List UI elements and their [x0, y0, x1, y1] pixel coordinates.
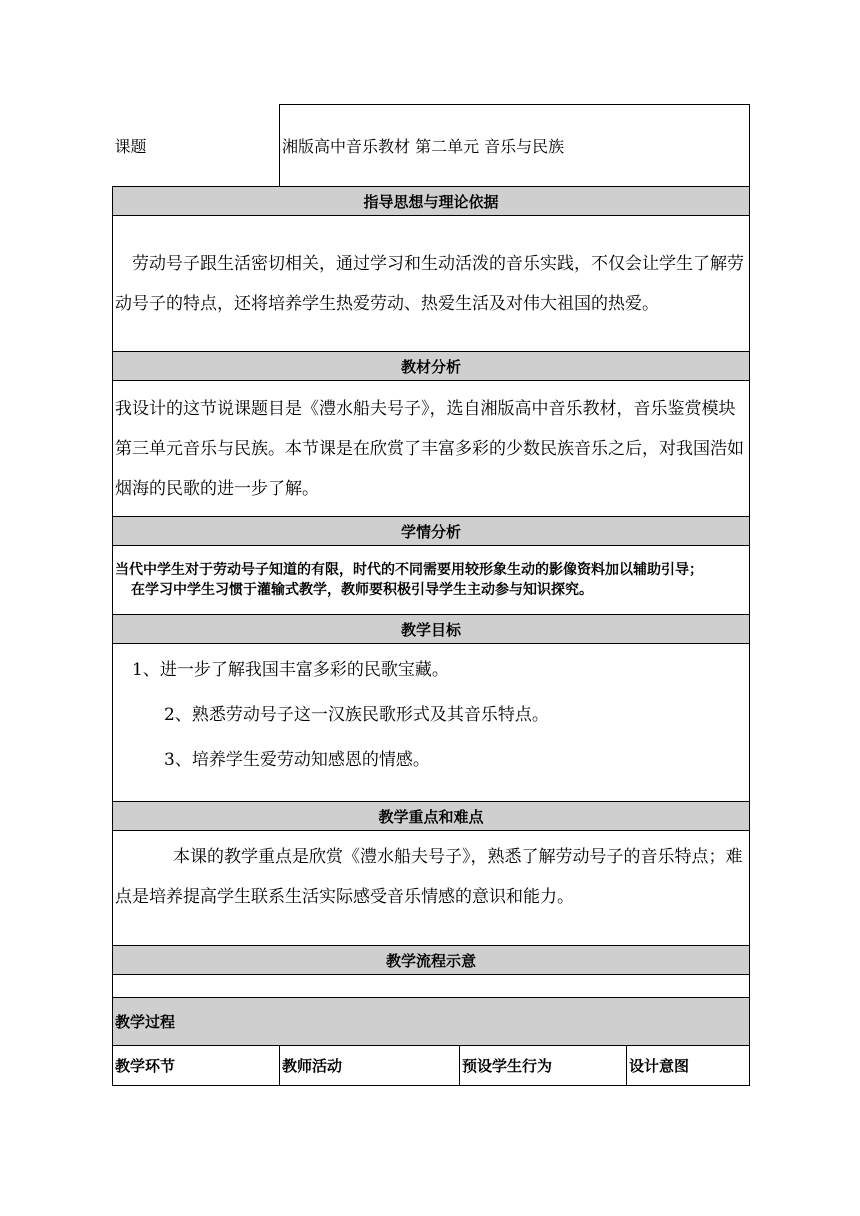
guiding-text	[113, 216, 750, 352]
column-student-behavior: 预设学生行为	[460, 1046, 627, 1086]
goal-item-1: 1、进一步了解我国丰富多彩的民歌宝藏。	[132, 660, 449, 680]
topic-label: 课题	[113, 105, 280, 187]
process-columns-row	[113, 1046, 750, 1086]
material-header: 教材分析	[113, 352, 750, 381]
material-text	[113, 381, 750, 517]
students-line-1: 当代中学生对于劳动号子知道的有限，时代的不同需要用较形象生动的影像资料加以辅助引导；	[115, 562, 703, 578]
goal-item-3: 3、培养学生爱劳动知感恩的情感。	[164, 750, 430, 770]
keypoints-paragraph: 本课的教学重点是欣赏《澧水船夫号子》，熟悉了解劳动号子的音乐特点；难点是培养提高学生联系生活实际感受音乐情感的意识和能力。	[115, 847, 743, 907]
lesson-plan-sheet	[112, 104, 749, 1086]
goals-list	[113, 644, 750, 802]
topic-row	[113, 105, 750, 187]
goals-header: 教学目标	[113, 615, 750, 644]
process-header: 教学过程	[113, 998, 750, 1046]
students-text	[113, 546, 750, 615]
column-teacher-activity: 教师活动	[280, 1046, 460, 1086]
goal-item-2: 2、熟悉劳动号子这一汉族民歌形式及其音乐特点。	[164, 705, 549, 725]
students-header: 学情分析	[113, 517, 750, 546]
flow-header: 教学流程示意	[113, 946, 750, 975]
students-line-2: 在学习中学生习惯于灌输式教学，教师要积极引导学生主动参与知识探究。	[131, 582, 593, 598]
material-paragraph: 我设计的这节说课题目是《澧水船夫号子》，选自湘版高中音乐教材，音乐鉴赏模块第三单元音乐与民族。本节课是在欣赏了丰富多彩的少数民族音乐之后，对我国浩如烟海的民歌的进一步了解。	[115, 398, 744, 499]
flow-content	[113, 975, 750, 998]
keypoints-header: 教学重点和难点	[113, 802, 750, 831]
guiding-header: 指导思想与理论依据	[113, 187, 750, 216]
column-stage: 教学环节	[113, 1046, 280, 1086]
keypoints-text	[113, 831, 750, 946]
lesson-plan-table	[112, 104, 750, 1086]
topic-value: 湘版高中音乐教材 第二单元 音乐与民族	[280, 105, 750, 187]
guiding-paragraph: 劳动号子跟生活密切相关，通过学习和生动活泼的音乐实践，不仅会让学生了解劳动号子的特点，还将培养学生热爱劳动、热爱生活及对伟大祖国的热爱。	[115, 253, 744, 314]
column-design-intent: 设计意图	[627, 1046, 750, 1086]
